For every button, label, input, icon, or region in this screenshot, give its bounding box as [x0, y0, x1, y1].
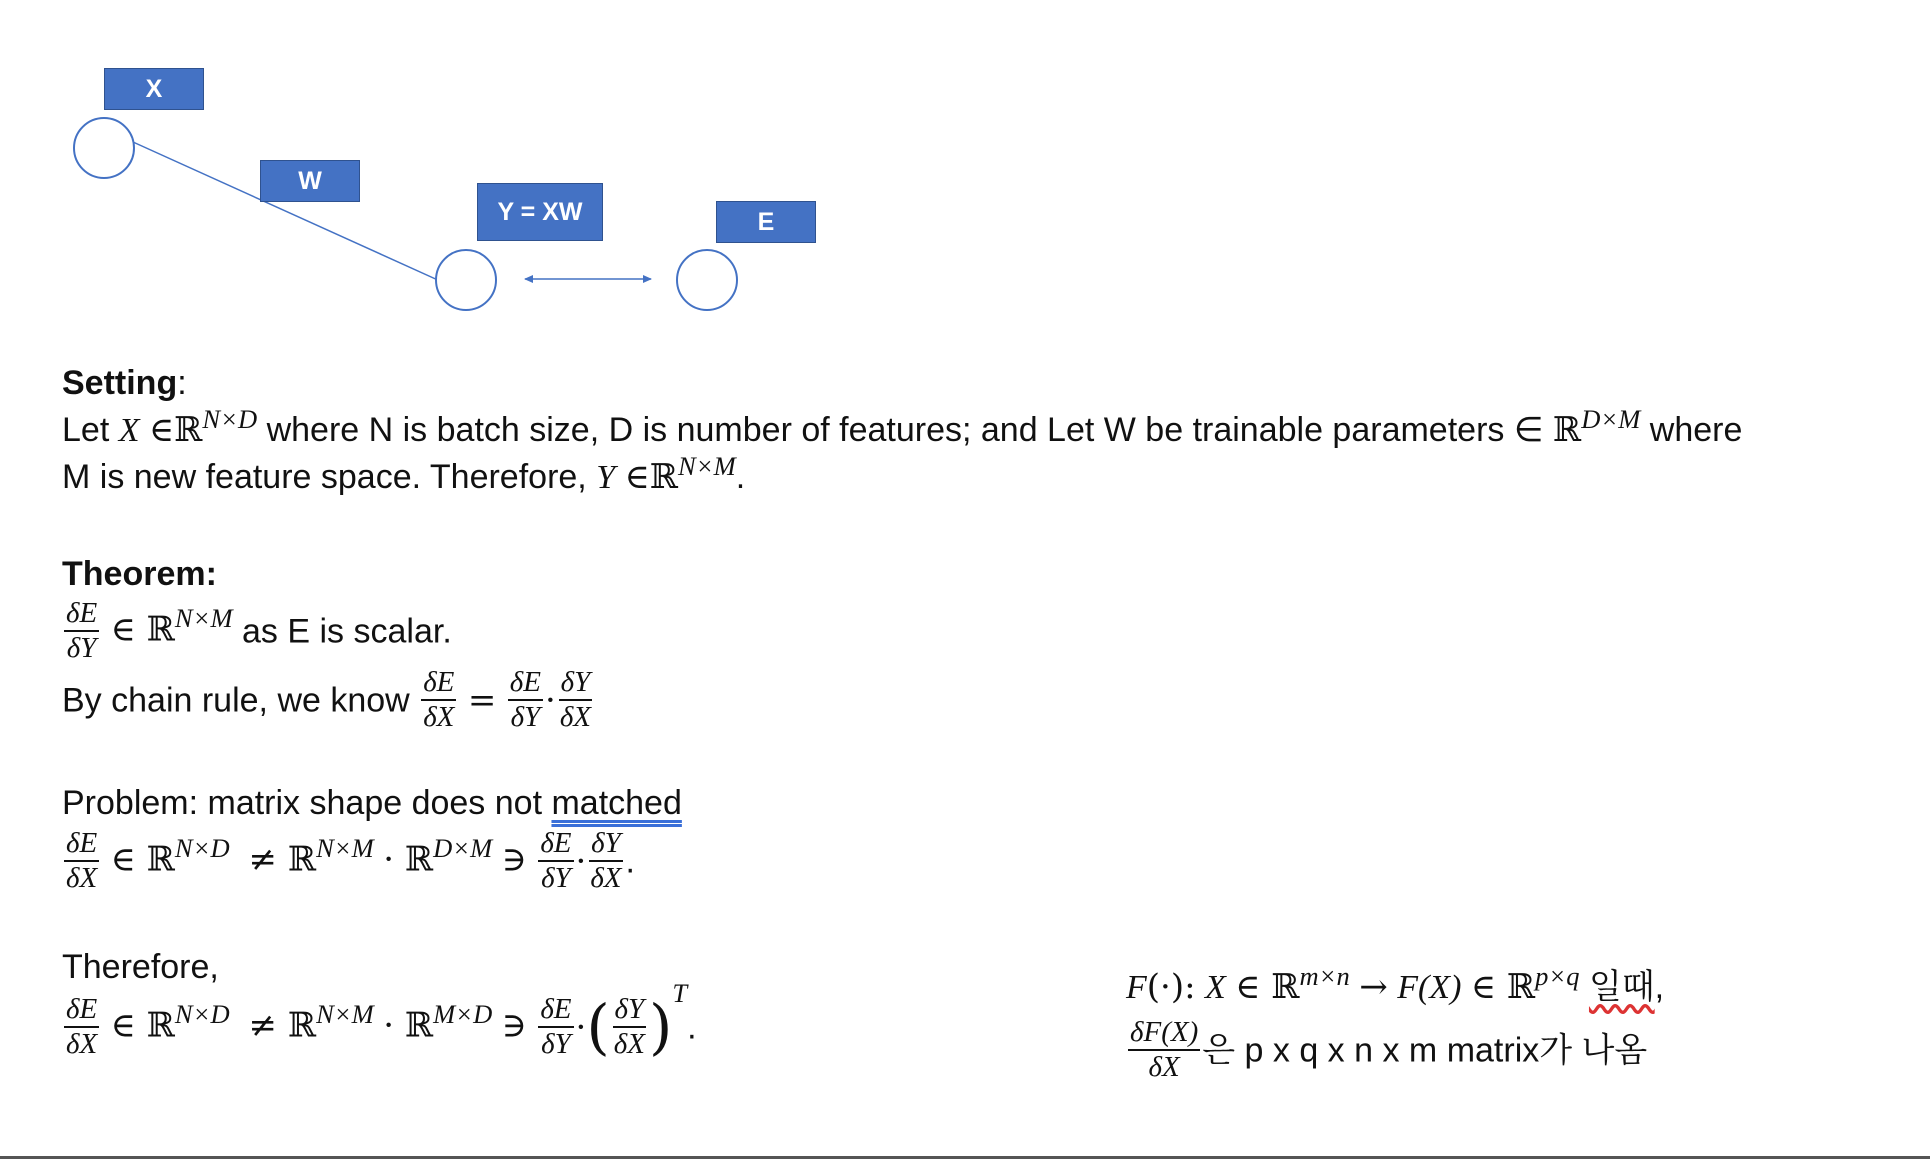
- setting-line-2: [62, 450, 746, 497]
- frac-num: δE: [538, 994, 573, 1028]
- korean-when: 일때: [1588, 968, 1655, 1006]
- frac-den: δY: [541, 862, 571, 895]
- node-e: [677, 250, 737, 310]
- func-f: F: [1126, 969, 1147, 1006]
- frac-de-dy: [64, 598, 99, 665]
- chain-rule-line: [62, 667, 595, 734]
- let-word: Let: [62, 411, 110, 449]
- real-symbol-2: ℝ: [1552, 410, 1582, 450]
- where-word: where: [1649, 411, 1743, 449]
- not-equal-real: ≠ ℝ: [248, 839, 317, 880]
- exp-md: M×D: [433, 999, 493, 1030]
- frac-dfx-dx: [1128, 1017, 1200, 1084]
- frac-de-dy: [538, 994, 573, 1061]
- var-x: X: [118, 412, 140, 449]
- frac-den: δY: [541, 1028, 571, 1061]
- exp-dm: D×M: [1581, 403, 1641, 434]
- label-w: W: [260, 160, 360, 202]
- equals: =: [467, 680, 497, 721]
- var-y: Y: [596, 459, 616, 496]
- frac-den: δX: [66, 1028, 98, 1061]
- frac-den: δX: [66, 862, 98, 895]
- not-equal-real: ≠ ℝ: [248, 1005, 317, 1046]
- func-fx: F(X): [1397, 969, 1462, 1006]
- dot-real: · ℝ: [383, 1005, 434, 1046]
- frac-num: δE: [64, 828, 99, 862]
- frac-de-dy: [508, 667, 543, 734]
- transpose-exp: T: [672, 978, 688, 1008]
- frac-dy-dx: [558, 667, 593, 734]
- exp-nm: N×M: [316, 833, 374, 864]
- frac-num: δY: [589, 828, 623, 862]
- dot: ·: [575, 1007, 587, 1048]
- setting-heading-text: Setting: [62, 364, 178, 402]
- frac-den: δX: [423, 701, 455, 734]
- label-y: Y = XW: [477, 183, 603, 241]
- theorem-line-1: [62, 598, 452, 665]
- therefore-equation: [62, 978, 697, 1063]
- period: .: [625, 842, 635, 881]
- frac-num: δE: [64, 598, 99, 632]
- frac-dy-dx: [588, 828, 623, 895]
- setting-line-1: [62, 403, 1743, 450]
- frac-den: δX: [559, 701, 592, 734]
- exp-nm: N×M: [174, 603, 233, 634]
- dot: ·: [545, 680, 556, 721]
- note-line-1: [1126, 960, 1665, 1007]
- contains-symbol: ∋: [501, 1005, 527, 1046]
- exp-nm: N×M: [678, 450, 736, 481]
- in-real-2: ∈ ℝ: [1470, 967, 1536, 1007]
- chain-text: By chain rule, we know: [62, 681, 410, 720]
- exp-nm: N×M: [316, 999, 374, 1030]
- frac-de-dx: [421, 667, 456, 734]
- theorem-heading: Theorem:: [62, 555, 217, 593]
- in-symbol-2: ∈: [624, 457, 650, 497]
- frac-de-dx: [64, 994, 99, 1061]
- exp-nd: N×D: [174, 999, 230, 1030]
- in-real: ∈ ℝ: [110, 1005, 175, 1046]
- node-y: [436, 250, 496, 310]
- setting-colon: :: [177, 364, 187, 402]
- contains-symbol: ∋: [501, 839, 527, 880]
- period: .: [687, 1008, 697, 1047]
- right-paren: ): [648, 992, 673, 1063]
- real-symbol: ℝ: [174, 410, 203, 450]
- setting-line2-text: M is new feature space. Therefore,: [62, 458, 587, 496]
- comma: ,: [1654, 968, 1665, 1006]
- problem-equation: [62, 828, 635, 895]
- problem-heading-underlined: matched: [551, 784, 682, 822]
- exp-mn: m×n: [1299, 960, 1350, 991]
- left-paren: (: [586, 992, 610, 1063]
- frac-num: δF(X): [1128, 1017, 1200, 1051]
- frac-den: δX: [1148, 1051, 1180, 1084]
- problem-heading: [62, 786, 682, 820]
- dot: ·: [575, 841, 587, 882]
- setting-description: where N is batch size, D is number of features; and Let W be trainable parameters ∈: [266, 411, 1544, 449]
- node-x: [74, 118, 134, 178]
- in-symbol: ∈: [148, 410, 175, 450]
- frac-den: δY: [66, 632, 97, 665]
- setting-heading: [62, 366, 187, 400]
- label-x: X: [104, 68, 204, 110]
- frac-den: δX: [590, 862, 622, 895]
- in-real: ∈ ℝ: [1235, 967, 1300, 1007]
- func-arg: (·):: [1146, 967, 1196, 1007]
- in-real: ∈ ℝ: [110, 839, 175, 880]
- arrow: →: [1359, 967, 1388, 1007]
- real-symbol-3: ℝ: [649, 457, 679, 497]
- dot-real: · ℝ: [383, 839, 434, 880]
- frac-num: δE: [508, 667, 543, 701]
- bottom-divider: [0, 1156, 1930, 1159]
- note-line-2: [1126, 1017, 1647, 1084]
- therefore-heading: Therefore,: [62, 948, 219, 986]
- note-text: 은 p x q x n x m matrix가 나옴: [1202, 1031, 1648, 1070]
- period: .: [735, 458, 746, 496]
- exp-pq: p×q: [1535, 960, 1580, 991]
- frac-den: δX: [613, 1028, 645, 1061]
- in-real: ∈ ℝ: [110, 609, 175, 650]
- exp-nd: N×D: [174, 833, 230, 864]
- exp-nd: N×D: [202, 403, 258, 434]
- frac-num: δY: [559, 667, 593, 701]
- label-e: E: [716, 201, 816, 243]
- frac-num: δY: [613, 994, 647, 1028]
- frac-num: δE: [538, 828, 573, 862]
- frac-dy-dx: [612, 994, 647, 1061]
- neural-diagram: [0, 0, 1930, 340]
- frac-de-dy: [538, 828, 573, 895]
- var-x: X: [1205, 969, 1226, 1006]
- frac-de-dx: [64, 828, 99, 895]
- theorem-tail: as E is scalar.: [242, 612, 452, 651]
- frac-den: δY: [510, 701, 541, 734]
- frac-num: δE: [64, 994, 99, 1028]
- frac-num: δE: [421, 667, 456, 701]
- problem-heading-text: Problem: matrix shape does not: [62, 784, 552, 822]
- exp-dm: D×M: [433, 833, 493, 864]
